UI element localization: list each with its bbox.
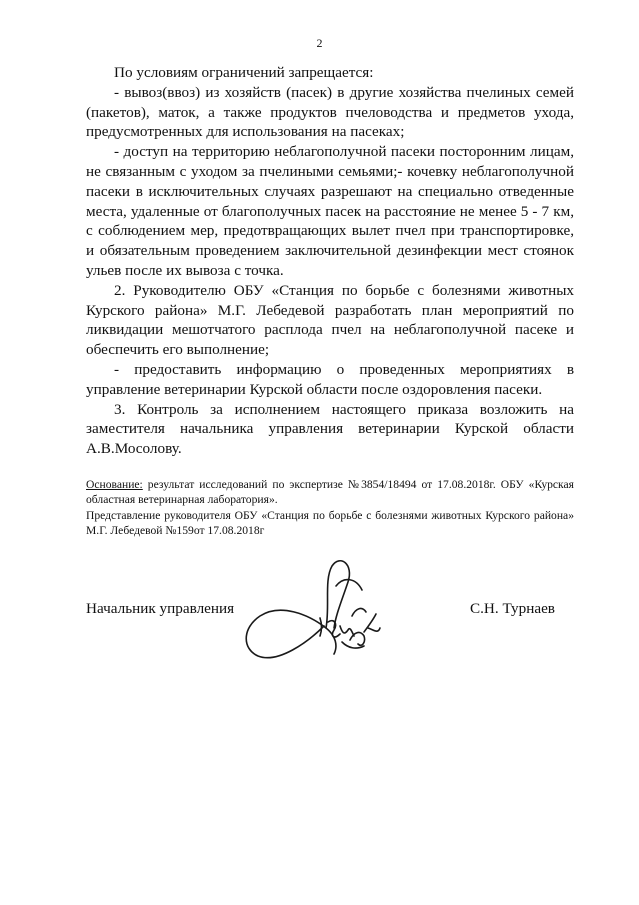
- presentation-paragraph: Представление руководителя ОБУ «Станция по борьбе с болезнями животных Курского района» М.Г. Лебедевой №159от 17.08.2018г: [86, 508, 574, 538]
- restrictions-intro: По условиям ограничений запрещается:: [114, 64, 374, 81]
- page-number: 2: [316, 36, 323, 50]
- basis-label: Основание:: [86, 478, 143, 491]
- basis-section: [86, 477, 574, 539]
- restriction-access-migration: - доступ на территорию неблагополучной пасеки посторонним лицам, не связанным с уходом за пчелиными семьями;- кочевку неблагополучной пасеки в исключительных случаях разрешают на специально отведенные места, удаленные от благополучных пасек на расстояние не менее 5 - 7 км, с соблюдением мер, предотвращающих вылет пчел при транспортировке, и обязательным проведением заключительной дезинфекции мест стоянок ульев после их вывоза с точка.: [86, 143, 574, 279]
- order-item-3: 3. Контроль за исполнением настоящего приказа возложить на заместителя начальника управления ветеринарии Курской области А.В.Мосолову.: [86, 400, 574, 458]
- order-item-2: 2. Руководителю ОБУ «Станция по борьбе с болезнями животных Курского района» М.Г. Лебедевой разработать план мероприятий по ликвидации мешотчатого расплода пчел на неблагополучной пасеке и обеспечить его выполнение;: [86, 281, 574, 359]
- restriction-export-import: - вывоз(ввоз) из хозяйств (пасек) в другие хозяйства пчелиных семей (пакетов), маток, а также продуктов пчеловодства и предметов ухода, предусмотренных для использования на пасеках;: [86, 83, 574, 141]
- handwritten-signature: [238, 556, 398, 676]
- basis-paragraph: [86, 477, 574, 508]
- order-item-2-report: - предоставить информацию о проведенных мероприятиях в управление ветеринарии Курской области после оздоровления пасеки.: [86, 360, 574, 398]
- signatory-position: Начальник управления: [86, 600, 235, 617]
- document-body: [86, 63, 574, 459]
- basis-text: результат исследований по экспертизе №3854/18494 от 17.08.2018г. ОБУ «Курская областная ветеринарная лаборатория».: [86, 478, 574, 507]
- signatory-name: С.Н. Турнаев: [470, 600, 555, 617]
